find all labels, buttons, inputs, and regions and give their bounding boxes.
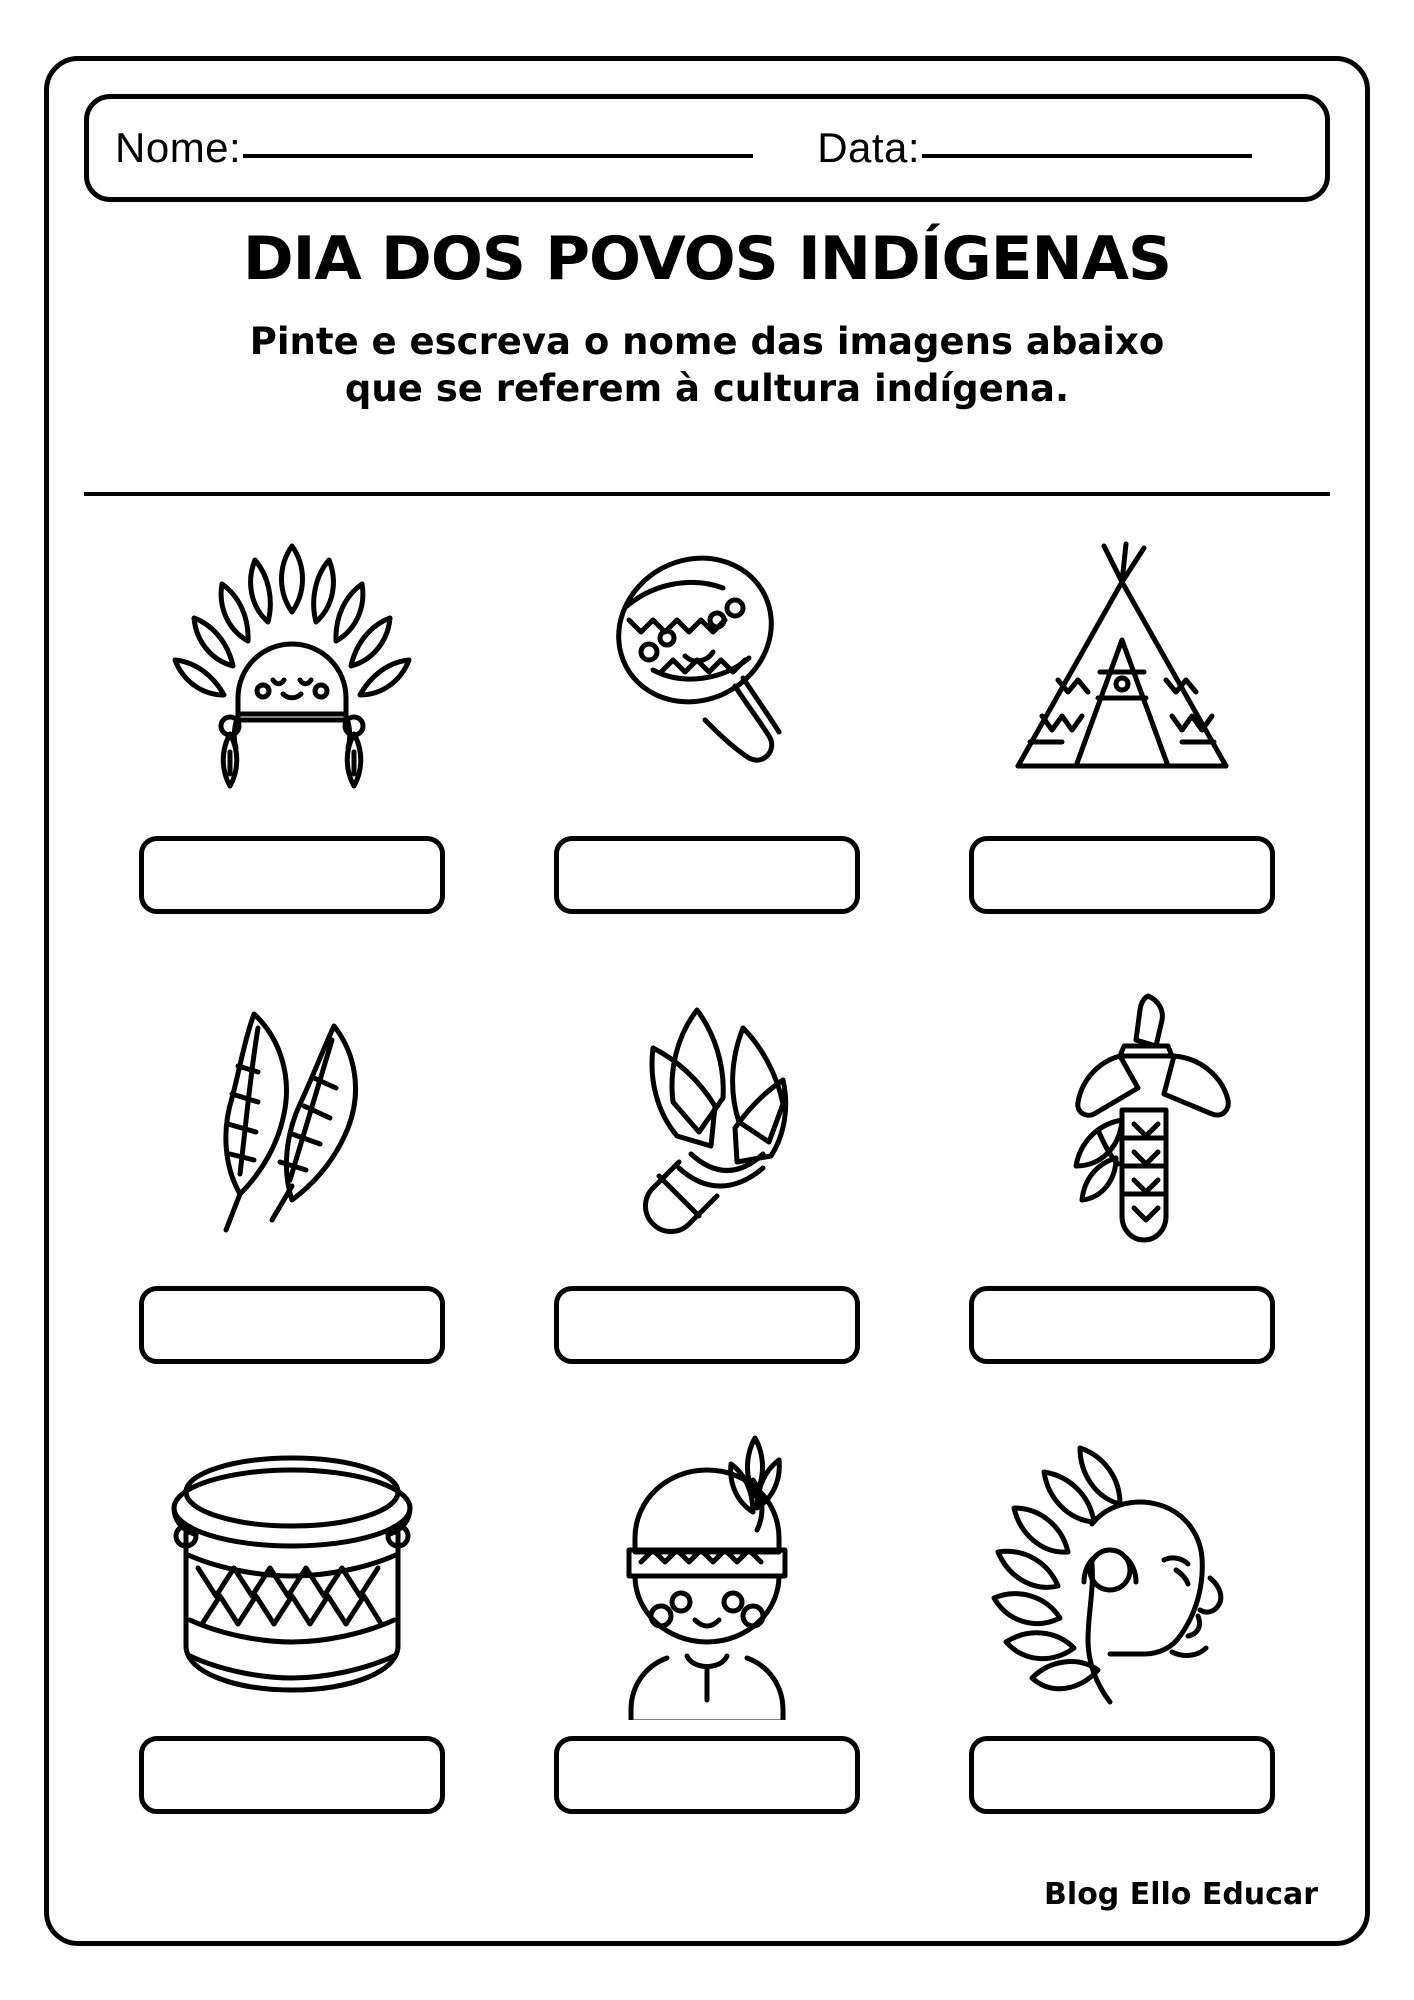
grid-item: [915, 1410, 1330, 1860]
picture-grid: [84, 510, 1330, 1860]
answer-text: [974, 1291, 1270, 1359]
answer-text: [144, 841, 440, 909]
grid-item: [84, 510, 499, 960]
name-date-box: [84, 94, 1330, 202]
answer-box[interactable]: [554, 1286, 860, 1364]
answer-box[interactable]: [139, 1736, 445, 1814]
answer-box[interactable]: [969, 1736, 1275, 1814]
answer-box[interactable]: [969, 1286, 1275, 1364]
date-field[interactable]: [817, 124, 1252, 172]
grid-item: [84, 960, 499, 1410]
name-write-line[interactable]: [243, 153, 753, 158]
two-feathers-icon: [127, 960, 457, 1280]
drum-icon: [127, 1410, 457, 1730]
instruction-line-1: Pinte e escreva o nome das imagens abaixo: [249, 320, 1165, 363]
header-divider: [84, 492, 1330, 496]
indigenous-child-icon: [542, 1410, 872, 1730]
answer-box[interactable]: [554, 1736, 860, 1814]
answer-box[interactable]: [969, 836, 1275, 914]
grid-item: [84, 1410, 499, 1860]
page-title: DIA DOS POVOS INDÍGENAS: [242, 224, 1172, 294]
name-field[interactable]: [115, 124, 753, 172]
answer-text: [974, 1741, 1270, 1809]
answer-text: [559, 1741, 855, 1809]
grid-item: [499, 510, 914, 960]
answer-text: [144, 1291, 440, 1359]
answer-box[interactable]: [139, 1286, 445, 1364]
grid-item: [499, 960, 914, 1410]
feather-headdress-icon: [127, 510, 457, 830]
answer-text: [559, 841, 855, 909]
blog-credit: Blog Ello Educar: [1044, 1877, 1318, 1912]
instruction-text: [120, 318, 1294, 413]
grid-item: [499, 1410, 914, 1860]
indigenous-chief-profile-icon: [957, 1410, 1287, 1730]
feather-bundle-icon: [542, 960, 872, 1280]
grid-item: [915, 960, 1330, 1410]
answer-text: [974, 841, 1270, 909]
name-label: Nome:: [115, 124, 242, 171]
answer-text: [559, 1291, 855, 1359]
tomahawk-axe-icon: [957, 960, 1287, 1280]
answer-box[interactable]: [139, 836, 445, 914]
grid-item: [915, 510, 1330, 960]
answer-text: [144, 1741, 440, 1809]
date-write-line[interactable]: [922, 153, 1252, 158]
date-label: Data:: [817, 124, 921, 171]
instruction-line-2: que se referem à cultura indígena.: [344, 367, 1070, 411]
answer-box[interactable]: [554, 836, 860, 914]
maraca-rattle-icon: [542, 510, 872, 830]
teepee-tent-icon: [957, 510, 1287, 830]
